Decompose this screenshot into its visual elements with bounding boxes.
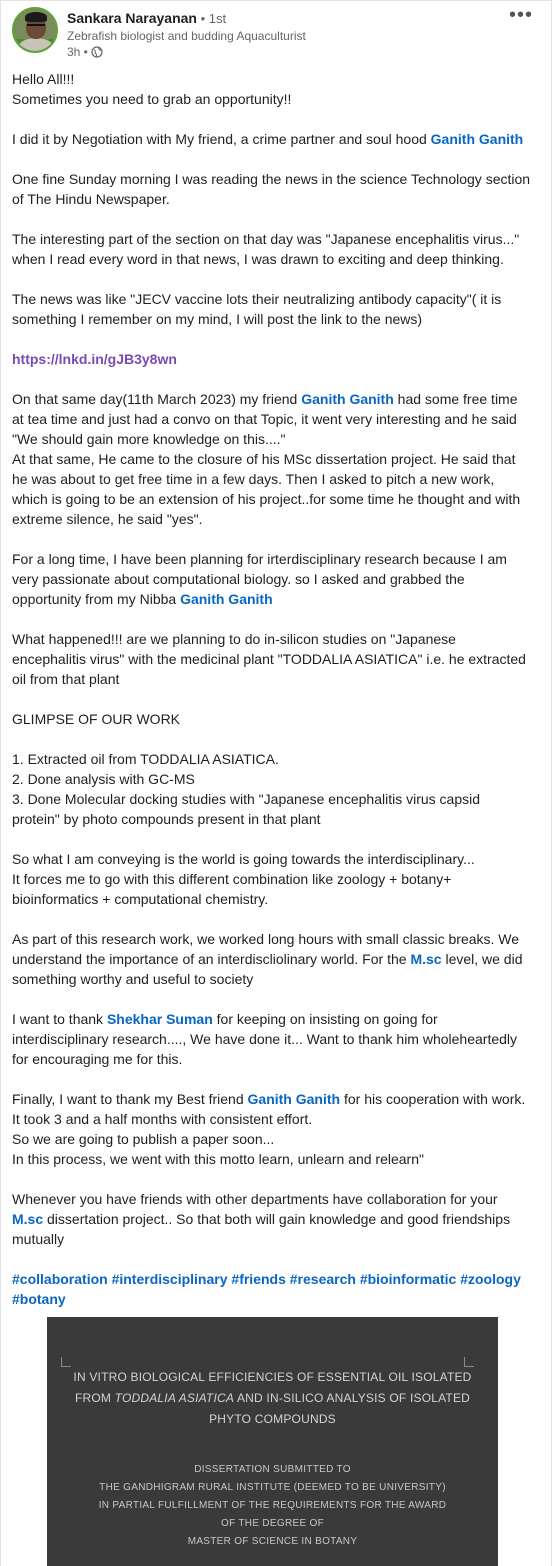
text-line bbox=[12, 1089, 542, 1109]
text-span: I did it by Negotiation with My friend, a crime partner and soul hood bbox=[12, 131, 431, 147]
text-line: very passionate about computational biology. so I asked and grabbed the bbox=[12, 571, 465, 587]
text-line: of The Hindu Newspaper. bbox=[12, 191, 170, 207]
text-line: for encouraging me for this. bbox=[12, 1051, 183, 1067]
globe-icon bbox=[91, 46, 103, 58]
text-line bbox=[12, 1009, 542, 1029]
paragraph-conveying bbox=[12, 849, 542, 909]
thesis-sub-line: THE GANDHIGRAM RURAL INSTITUTE (DEEMED TO BE UNIVERSITY) bbox=[99, 1482, 446, 1493]
thesis-title-line: IN VITRO BIOLOGICAL EFFICIENCIES OF ESSENTIAL OIL ISOLATED bbox=[73, 1370, 472, 1384]
thesis-title-line bbox=[67, 1388, 478, 1409]
text-span: had some free time bbox=[393, 391, 518, 407]
thesis-title bbox=[67, 1367, 478, 1430]
list-item: 3. Done Molecular docking studies with "Japanese encephalitis virus capsid bbox=[12, 791, 481, 807]
mention-ganith-ganith[interactable]: Ganith Ganith bbox=[247, 1091, 341, 1107]
text-line: mutually bbox=[12, 1231, 65, 1247]
text-line: something I remember on my mind, I will post the link to the news) bbox=[12, 311, 423, 327]
mention-msc[interactable]: M.sc bbox=[410, 951, 442, 967]
text-line: One fine Sunday morning I was reading the news in the science Technology section bbox=[12, 171, 531, 187]
author-name[interactable]: Sankara Narayanan bbox=[67, 10, 197, 26]
text-line: bioinformatics + computational chemistry. bbox=[12, 891, 269, 907]
text-span: opportunity from my Nibba bbox=[12, 591, 181, 607]
thesis-submission-text bbox=[67, 1461, 478, 1551]
corner-mark bbox=[464, 1357, 474, 1367]
text-line: when I read every word in that news, I was drawn to exciting and deep thinking. bbox=[12, 251, 504, 267]
avatar-hair bbox=[25, 12, 47, 22]
text-line: interdisciplinary research...., We have done it... Want to thank him wholeheartedly bbox=[12, 1031, 518, 1047]
hashtag-zoology[interactable]: #zoology bbox=[460, 1271, 521, 1287]
paragraph-research-work bbox=[12, 929, 542, 989]
text-line bbox=[12, 129, 542, 149]
mention-ganith-ganith[interactable]: Ganith Ganith bbox=[180, 591, 273, 607]
thesis-sub-line: DISSERTATION SUBMITTED TO bbox=[194, 1464, 351, 1475]
glimpse-heading bbox=[12, 709, 542, 729]
text-span: for keeping on insisting on going for bbox=[212, 1011, 438, 1027]
text-line: encephalitis virus" with the medicinal plant "TODDALIA ASIATICA" i.e. he extracted bbox=[12, 651, 526, 667]
text-line: Sometimes you need to grab an opportunity!! bbox=[12, 91, 292, 107]
paragraph-negotiation bbox=[12, 129, 542, 149]
text-line: So what I am conveying is the world is going towards the interdisciplinary... bbox=[12, 851, 475, 867]
text-line: What happened!!! are we planning to do in-silicon studies on "Japanese bbox=[12, 631, 456, 647]
text-line: Whenever you have friends with other departments have collaboration for your bbox=[12, 1191, 498, 1207]
paragraph-link bbox=[12, 349, 542, 369]
corner-mark bbox=[61, 1357, 71, 1367]
text-line: something worthy and useful to society bbox=[12, 971, 254, 987]
paragraph-finally bbox=[12, 1089, 542, 1169]
thesis-title-line: PHYTO COMPOUNDS bbox=[209, 1412, 336, 1426]
text-span: understand the importance of an interdiscliolinary world. For the bbox=[12, 951, 411, 967]
thesis-sub-line: OF THE DEGREE OF bbox=[221, 1518, 324, 1529]
paragraph-whenever bbox=[12, 1189, 542, 1249]
hashtag-bioinformatic[interactable]: #bioinformatic bbox=[359, 1271, 457, 1287]
avatar-shirt bbox=[18, 38, 54, 53]
text-span: AND IN-SILICO ANALYSIS OF ISOLATED bbox=[234, 1391, 471, 1405]
text-line: So we are going to publish a paper soon... bbox=[12, 1131, 275, 1147]
text-line bbox=[12, 1209, 542, 1229]
author-name-row bbox=[67, 9, 226, 28]
paragraph-sunday bbox=[12, 169, 542, 209]
mention-msc[interactable]: M.sc bbox=[12, 1211, 44, 1227]
text-line: For a long time, I have been planning for irterdisciplinary research because I am bbox=[12, 551, 507, 567]
text-span: level, we did bbox=[441, 951, 523, 967]
text-line: GLIMPSE OF OUR WORK bbox=[12, 711, 181, 727]
text-span: On that same day(11th March 2023) my friend bbox=[12, 391, 302, 407]
hashtag-collaboration[interactable]: #collaboration bbox=[12, 1271, 108, 1287]
news-link[interactable]: https://lnkd.in/gJB3y8wn bbox=[12, 351, 177, 367]
text-line: The interesting part of the section on that day was "Japanese encephalitis virus..." bbox=[12, 231, 520, 247]
paragraph-interesting bbox=[12, 229, 542, 269]
post-time: 3h • bbox=[67, 45, 88, 59]
hashtag-line bbox=[12, 1269, 542, 1289]
text-line: It took 3 and a half months with consistent effort. bbox=[12, 1111, 313, 1127]
mention-ganith-ganith[interactable]: Ganith Ganith bbox=[301, 391, 394, 407]
list-item: protein" by photo compounds present in that plant bbox=[12, 811, 321, 827]
text-span: Finally, I want to thank my Best friend bbox=[12, 1091, 248, 1107]
more-options-icon[interactable]: ••• bbox=[508, 4, 533, 26]
text-span: FROM bbox=[74, 1391, 115, 1405]
text-line bbox=[12, 389, 542, 409]
paragraph-thank-shekhar bbox=[12, 1009, 542, 1069]
author-headline: Zebrafish biologist and budding Aquaculturist bbox=[67, 29, 306, 43]
hashtags bbox=[12, 1269, 542, 1309]
text-span: dissertation project.. So that both will gain knowledge and good friendships bbox=[43, 1211, 511, 1227]
hashtag-botany[interactable]: #botany bbox=[12, 1291, 66, 1307]
text-line: he was about to get free time in a few days. Then I asked to pitch a new work, bbox=[12, 471, 495, 487]
text-line: The news was like "JECV vaccine lots their neutralizing antibody capacity"( it is bbox=[12, 291, 502, 307]
paragraph-greeting bbox=[12, 69, 542, 109]
text-line bbox=[12, 949, 542, 969]
list-item: 1. Extracted oil from TODDALIA ASIATICA. bbox=[12, 751, 279, 767]
avatar-glasses bbox=[27, 24, 45, 28]
text-line: Hello All!!! bbox=[12, 71, 75, 87]
text-line: oil from that plant bbox=[12, 671, 120, 687]
species-name: TODDALIA ASIATICA bbox=[114, 1391, 235, 1405]
hashtag-line bbox=[12, 1289, 542, 1309]
hashtag-friends[interactable]: #friends bbox=[231, 1271, 286, 1287]
paragraph-same-day bbox=[12, 389, 542, 529]
hashtag-interdisciplinary[interactable]: #interdisciplinary bbox=[111, 1271, 228, 1287]
thesis-sub-line: MASTER OF SCIENCE IN BOTANY bbox=[187, 1536, 358, 1547]
text-line: In this process, we went with this motto learn, unlearn and relearn" bbox=[12, 1151, 424, 1167]
text-line: which is going to be an extension of his project..for some time he thought and with bbox=[12, 491, 521, 507]
text-span: I want to thank bbox=[12, 1011, 107, 1027]
paragraph-long-time bbox=[12, 549, 542, 609]
post-time-row bbox=[67, 44, 103, 60]
paragraph-what-happened bbox=[12, 629, 542, 689]
glimpse-list bbox=[12, 749, 542, 829]
text-span: for his cooperation with work. bbox=[340, 1091, 526, 1107]
mention-ganith-ganith[interactable]: Ganith Ganith bbox=[430, 131, 524, 147]
text-line: extreme silence, he said "yes". bbox=[12, 511, 203, 527]
text-line: As part of this research work, we worked long hours with small classic breaks. We bbox=[12, 931, 520, 947]
post-text bbox=[12, 69, 542, 1309]
paragraph-news bbox=[12, 289, 542, 329]
thesis-sub-line: IN PARTIAL FULFILLMENT OF THE REQUIREMENTS FOR THE AWARD bbox=[98, 1500, 447, 1511]
list-item: 2. Done analysis with GC-MS bbox=[12, 771, 195, 787]
text-line: "We should gain more knowledge on this...." bbox=[12, 431, 286, 447]
thesis-cover-image[interactable] bbox=[47, 1317, 498, 1566]
connection-degree: • 1st bbox=[196, 11, 227, 26]
text-line: at tea time and just had a convo on that Topic, it went very interesting and he said bbox=[12, 411, 517, 427]
text-line: At that same, He came to the closure of his MSc dissertation project. He said that bbox=[12, 451, 516, 467]
author-avatar[interactable] bbox=[12, 7, 58, 53]
hashtag-research[interactable]: #research bbox=[289, 1271, 356, 1287]
text-line: It forces me to go with this different combination like zoology + botany+ bbox=[12, 871, 452, 887]
text-line bbox=[12, 589, 542, 609]
mention-shekhar-suman[interactable]: Shekhar Suman bbox=[106, 1011, 213, 1027]
